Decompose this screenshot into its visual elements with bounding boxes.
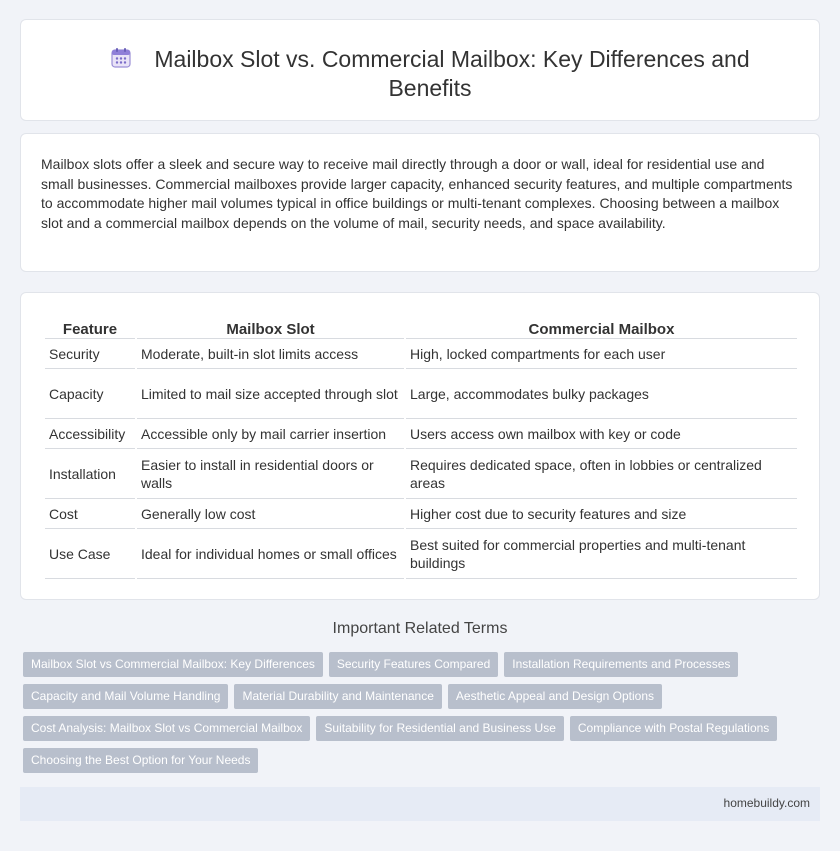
related-term-tag[interactable]: Aesthetic Appeal and Design Options xyxy=(448,684,662,709)
page-title-block xyxy=(81,45,779,103)
related-term-tag[interactable]: Compliance with Postal Regulations xyxy=(570,716,777,741)
related-term-tag[interactable]: Security Features Compared xyxy=(329,652,498,677)
mailbox-slot-cell: Moderate, built-in slot limits access xyxy=(137,339,404,369)
intro-card xyxy=(20,133,820,272)
commercial-mailbox-cell: Users access own mailbox with key or code xyxy=(406,419,797,449)
page-title: Mailbox Slot vs. Commercial Mailbox: Key Differences and Benefits xyxy=(154,46,750,101)
commercial-mailbox-cell: Best suited for commercial properties and multi-tenant buildings xyxy=(406,529,797,579)
footer-site-link[interactable]: homebuildy.com xyxy=(723,796,810,810)
calendar-icon xyxy=(110,47,132,69)
related-terms-list xyxy=(23,652,823,780)
related-term-tag[interactable]: Cost Analysis: Mailbox Slot vs Commercial Mailbox xyxy=(23,716,310,741)
intro-paragraph: Mailbox slots offer a sleek and secure way to receive mail directly through a door or wall, ideal for residential use and small businesses. Commercial mailboxes provide larger capacity, enhanced security features, and multiple compartments to accommodate higher mail volumes typical in office buildings or multi-tenant complexes. Choosing between a mailbox slot and a commercial mailbox depends on the volume of mail, security needs, and space availability. xyxy=(41,156,793,231)
related-term-tag[interactable]: Mailbox Slot vs Commercial Mailbox: Key Differences xyxy=(23,652,323,677)
table-row xyxy=(45,449,797,499)
related-term-tag[interactable]: Suitability for Residential and Business Use xyxy=(316,716,563,741)
commercial-mailbox-cell: High, locked compartments for each user xyxy=(406,339,797,369)
comparison-card xyxy=(20,292,820,600)
header-feature: Feature xyxy=(45,317,135,339)
related-terms-title: Important Related Terms xyxy=(332,620,508,637)
commercial-mailbox-cell: Requires dedicated space, often in lobbies or centralized areas xyxy=(406,449,797,499)
header-commercial-mailbox: Commercial Mailbox xyxy=(406,317,797,339)
mailbox-slot-cell: Limited to mail size accepted through slot xyxy=(137,369,404,419)
mailbox-slot-cell: Ideal for individual homes or small offices xyxy=(137,529,404,579)
feature-cell: Capacity xyxy=(45,369,135,419)
feature-cell: Use Case xyxy=(45,529,135,579)
commercial-mailbox-cell: Higher cost due to security features and size xyxy=(406,499,797,529)
comparison-table xyxy=(43,317,799,579)
table-row xyxy=(45,339,797,369)
table-header-row xyxy=(45,317,797,339)
feature-cell: Installation xyxy=(45,449,135,499)
related-term-tag[interactable]: Choosing the Best Option for Your Needs xyxy=(23,748,258,773)
commercial-mailbox-cell: Large, accommodates bulky packages xyxy=(406,369,797,419)
mailbox-slot-cell: Accessible only by mail carrier insertion xyxy=(137,419,404,449)
table-row xyxy=(45,419,797,449)
footer xyxy=(20,787,820,821)
feature-cell: Accessibility xyxy=(45,419,135,449)
mailbox-slot-cell: Generally low cost xyxy=(137,499,404,529)
table-row xyxy=(45,499,797,529)
related-term-tag[interactable]: Installation Requirements and Processes xyxy=(504,652,738,677)
table-row xyxy=(45,369,797,419)
related-term-tag[interactable]: Material Durability and Maintenance xyxy=(234,684,441,709)
title-card xyxy=(20,19,820,121)
feature-cell: Cost xyxy=(45,499,135,529)
header-mailbox-slot: Mailbox Slot xyxy=(137,317,404,339)
table-row xyxy=(45,529,797,579)
related-term-tag[interactable]: Capacity and Mail Volume Handling xyxy=(23,684,228,709)
feature-cell: Security xyxy=(45,339,135,369)
mailbox-slot-cell: Easier to install in residential doors or walls xyxy=(137,449,404,499)
